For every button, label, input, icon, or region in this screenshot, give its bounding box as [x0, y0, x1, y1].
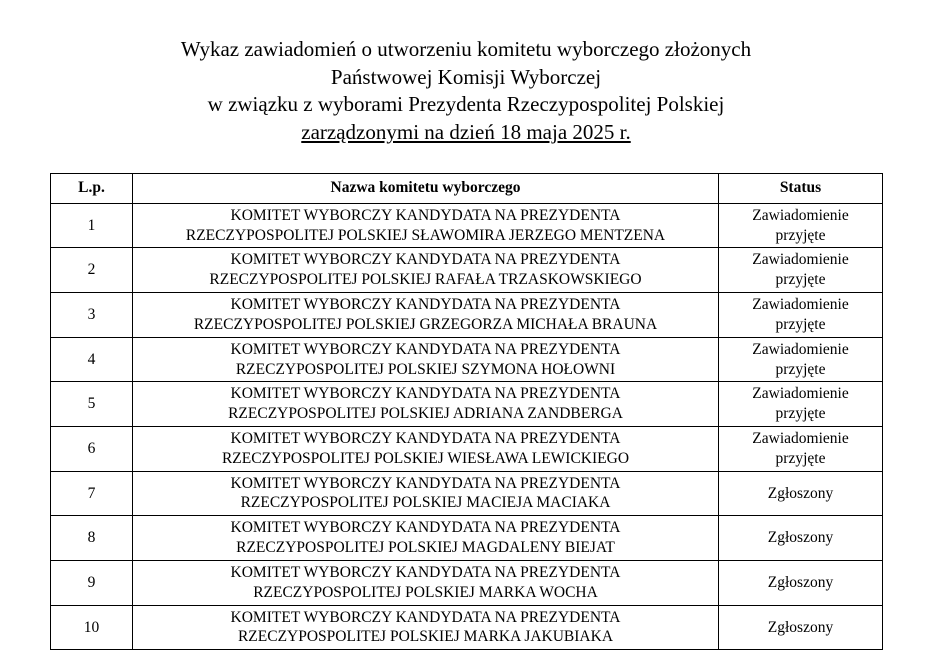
cell-committee-name — [133, 203, 719, 248]
table-row — [51, 426, 883, 471]
committee-name-line-2: RZECZYPOSPOLITEJ POLSKIEJ MAGDALENY BIEJAT — [236, 539, 615, 557]
committee-name-line-2: RZECZYPOSPOLITEJ POLSKIEJ MARKA JAKUBIAKA — [237, 628, 614, 646]
table-row — [51, 293, 883, 338]
table-body — [51, 203, 883, 650]
cell-lp: 1 — [51, 203, 133, 248]
status-line-2: przyjęte — [775, 449, 826, 467]
status-line-1: Zawiadomienie — [752, 429, 849, 447]
committee-name-line-1: KOMITET WYBORCZY KANDYDATA NA PREZYDENTA — [230, 340, 621, 358]
page-title — [50, 36, 882, 147]
title-line-3: w związku z wyborami Prezydenta Rzeczypospolitej Polskiej — [207, 92, 725, 117]
status-badge — [719, 560, 883, 605]
table-row — [51, 471, 883, 516]
status-line-1: Zawiadomienie — [752, 251, 849, 269]
status-badge — [719, 203, 883, 248]
table-row — [51, 605, 883, 650]
cell-lp: 9 — [51, 560, 133, 605]
status-badge — [719, 293, 883, 338]
status-line-1: Zawiadomienie — [752, 296, 849, 314]
committee-name-line-1: KOMITET WYBORCZY KANDYDATA NA PREZYDENTA — [230, 563, 621, 581]
column-header-name: Nazwa komitetu wyborczego — [133, 173, 719, 203]
status-line-1: Zgłoszony — [767, 484, 834, 502]
committee-name-line-2: RZECZYPOSPOLITEJ POLSKIEJ SŁAWOMIRA JERZEGO MENTZENA — [185, 226, 666, 244]
cell-committee-name — [133, 382, 719, 427]
column-header-status: Status — [719, 173, 883, 203]
committee-name-line-2: RZECZYPOSPOLITEJ POLSKIEJ MACIEJA MACIAKA — [240, 494, 611, 512]
committee-name-line-1: KOMITET WYBORCZY KANDYDATA NA PREZYDENTA — [230, 296, 621, 314]
committee-name-line-2: RZECZYPOSPOLITEJ POLSKIEJ RAFAŁA TRZASKOWSKIEGO — [209, 271, 642, 289]
status-badge — [719, 382, 883, 427]
title-line-4: zarządzonymi na dzień 18 maja 2025 r. — [301, 120, 631, 145]
table-row — [51, 337, 883, 382]
status-line-1: Zawiadomienie — [752, 340, 849, 358]
committee-name-line-1: KOMITET WYBORCZY KANDYDATA NA PREZYDENTA — [230, 206, 621, 224]
status-line-2: przyjęte — [775, 360, 826, 378]
table-row — [51, 203, 883, 248]
table-header-row — [51, 173, 883, 203]
committee-name-line-1: KOMITET WYBORCZY KANDYDATA NA PREZYDENTA — [230, 474, 621, 492]
status-line-2: przyjęte — [775, 226, 826, 244]
status-badge — [719, 337, 883, 382]
cell-committee-name — [133, 471, 719, 516]
cell-committee-name — [133, 293, 719, 338]
status-line-2: przyjęte — [775, 315, 826, 333]
committee-name-line-2: RZECZYPOSPOLITEJ POLSKIEJ MARKA WOCHA — [253, 583, 598, 601]
cell-lp: 5 — [51, 382, 133, 427]
cell-lp: 8 — [51, 516, 133, 561]
cell-lp: 10 — [51, 605, 133, 650]
committee-name-line-1: KOMITET WYBORCZY KANDYDATA NA PREZYDENTA — [230, 608, 621, 626]
committee-name-line-2: RZECZYPOSPOLITEJ POLSKIEJ WIESŁAWA LEWICKIEGO — [221, 449, 630, 467]
cell-committee-name — [133, 426, 719, 471]
committee-name-line-1: KOMITET WYBORCZY KANDYDATA NA PREZYDENTA — [230, 385, 621, 403]
title-line-1: Wykaz zawiadomień o utworzeniu komitetu wyborczego złożonych — [180, 37, 752, 61]
status-badge — [719, 426, 883, 471]
committees-table — [50, 173, 883, 650]
status-line-1: Zgłoszony — [767, 573, 834, 591]
status-badge — [719, 471, 883, 516]
table-header — [51, 173, 883, 203]
cell-lp: 4 — [51, 337, 133, 382]
committee-name-line-2: RZECZYPOSPOLITEJ POLSKIEJ SZYMONA HOŁOWNI — [235, 360, 616, 378]
table-row — [51, 516, 883, 561]
table-row — [51, 560, 883, 605]
status-line-2: przyjęte — [775, 271, 826, 289]
committee-name-line-1: KOMITET WYBORCZY KANDYDATA NA PREZYDENTA — [230, 429, 621, 447]
cell-lp: 7 — [51, 471, 133, 516]
table-row — [51, 248, 883, 293]
cell-committee-name — [133, 337, 719, 382]
cell-lp: 6 — [51, 426, 133, 471]
cell-committee-name — [133, 516, 719, 561]
status-line-1: Zawiadomienie — [752, 385, 849, 403]
cell-committee-name — [133, 560, 719, 605]
status-line-1: Zgłoszony — [767, 618, 834, 636]
cell-committee-name — [133, 605, 719, 650]
cell-committee-name — [133, 248, 719, 293]
cell-lp: 3 — [51, 293, 133, 338]
status-line-2: przyjęte — [775, 405, 826, 423]
status-line-1: Zawiadomienie — [752, 206, 849, 224]
status-badge — [719, 516, 883, 561]
table-row — [51, 382, 883, 427]
committee-name-line-2: RZECZYPOSPOLITEJ POLSKIEJ GRZEGORZA MICHAŁA BRAUNA — [193, 315, 658, 333]
status-line-1: Zgłoszony — [767, 529, 834, 547]
cell-lp: 2 — [51, 248, 133, 293]
committee-name-line-1: KOMITET WYBORCZY KANDYDATA NA PREZYDENTA — [230, 251, 621, 269]
status-badge — [719, 605, 883, 650]
column-header-lp: L.p. — [51, 173, 133, 203]
status-badge — [719, 248, 883, 293]
title-line-2: Państwowej Komisji Wyborczej — [330, 64, 602, 89]
committee-name-line-2: RZECZYPOSPOLITEJ POLSKIEJ ADRIANA ZANDBERGA — [228, 405, 623, 423]
committee-name-line-1: KOMITET WYBORCZY KANDYDATA NA PREZYDENTA — [230, 519, 621, 537]
